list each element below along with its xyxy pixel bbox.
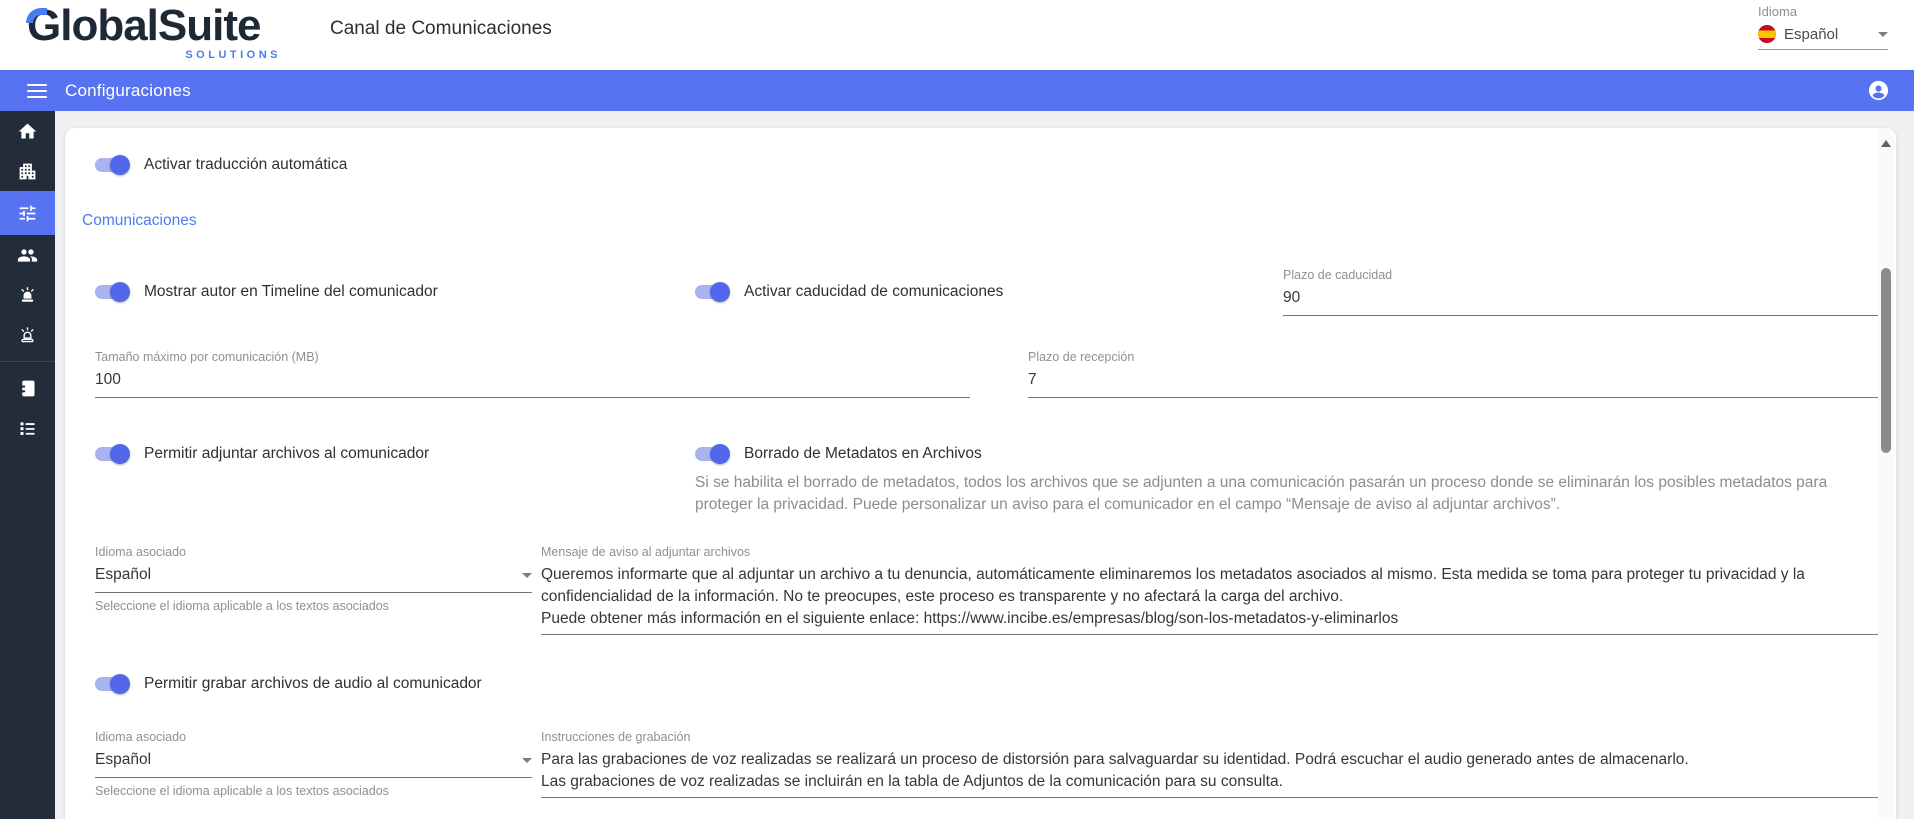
communications-link[interactable]: Comunicaciones — [82, 212, 197, 229]
building-icon — [17, 161, 38, 182]
people-icon — [17, 245, 38, 266]
sidebar — [0, 111, 55, 819]
record-audio-row — [95, 674, 482, 694]
auto-translate-row — [95, 155, 347, 175]
siren-filled-icon — [17, 285, 38, 306]
sidebar-item-organization[interactable] — [0, 151, 55, 191]
sidebar-item-list[interactable] — [0, 408, 55, 448]
recording-instructions-text[interactable]: Para las grabaciones de voz realizadas se realizará un proceso de distorsión para salvaguardar su identidad. Podrá escuchar el audio generado antes de almacenarlo. Las grabaciones de voz realizadas se incluirán en la tabla de Adjuntos de la comunicación para su consulta. — [541, 751, 1689, 790]
sidebar-item-home[interactable] — [0, 111, 55, 151]
record-audio-toggle[interactable] — [95, 674, 131, 694]
scrollbar-thumb[interactable] — [1881, 268, 1891, 453]
expiration-row — [695, 282, 1003, 302]
sidebar-item-alerts[interactable] — [0, 275, 55, 315]
language-asociado-hint-2: Seleccione el idioma aplicable a los textos asociados — [95, 784, 389, 798]
expiration-label: Activar caducidad de comunicaciones — [744, 283, 1004, 300]
account-circle-icon[interactable] — [1867, 79, 1890, 102]
metadata-removal-row — [695, 444, 982, 464]
chevron-down-icon — [522, 573, 532, 578]
tune-settings-icon — [17, 203, 38, 224]
spain-flag-icon — [1758, 25, 1776, 43]
language-asociado-select-2[interactable] — [95, 751, 532, 778]
chevron-down-icon — [522, 758, 532, 763]
globalsuite-logo — [27, 2, 287, 68]
recording-instructions-label: Instrucciones de grabación — [541, 730, 691, 744]
list-icon — [17, 418, 38, 439]
expiration-days-input[interactable]: 90 — [1283, 289, 1886, 316]
sidebar-item-alarms[interactable] — [0, 315, 55, 355]
language-value: Español — [1784, 25, 1839, 43]
expiration-days-label: Plazo de caducidad — [1283, 268, 1393, 282]
language-asociado-select-1[interactable] — [95, 566, 532, 593]
show-author-toggle[interactable] — [95, 282, 131, 302]
attach-warning-block[interactable] — [541, 545, 1886, 635]
sidebar-item-notebook[interactable] — [0, 368, 55, 408]
sidebar-divider — [0, 361, 55, 362]
language-asociado-field-1 — [95, 545, 532, 613]
record-audio-label: Permitir grabar archivos de audio al comunicador — [144, 675, 482, 692]
notebook-icon — [17, 378, 38, 399]
sidebar-item-users[interactable] — [0, 235, 55, 275]
attach-warning-label: Mensaje de aviso al adjuntar archivos — [541, 545, 751, 559]
home-icon — [17, 121, 38, 142]
attach-warning-text[interactable]: Queremos informarte que al adjuntar un archivo a tu denuncia, automáticamente eliminaremos los metadatos asociados al mismo. Esta medida se toma para proteger tu privacidad y la confidencialidad de la información. No te preocupes, este proceso es transparente y no afectará la carga del archivo. Puede obtener más información en el siguiente enlace: https://www.incibe.es/empresas/blog/son-los-metadatos-y-eliminarlos — [541, 566, 1805, 627]
language-asociado-label-2: Idioma asociado — [95, 730, 187, 744]
reception-days-input[interactable]: 7 — [1028, 371, 1886, 398]
logo-wordmark: GlobalSuite — [27, 1, 261, 50]
toolbar-title: Configuraciones — [65, 80, 191, 100]
attach-files-toggle[interactable] — [95, 444, 131, 464]
scroll-up-arrow[interactable] — [1881, 140, 1891, 147]
language-asociado-value-1: Español — [95, 566, 152, 583]
attach-warning-underline — [541, 634, 1886, 635]
language-asociado-value-2: Español — [95, 751, 152, 768]
reception-days-field[interactable] — [1028, 350, 1886, 398]
expiration-toggle[interactable] — [695, 282, 731, 302]
language-asociado-field-2 — [95, 730, 532, 798]
show-author-label: Mostrar autor en Timeline del comunicador — [144, 283, 438, 300]
header — [0, 0, 1914, 70]
attach-files-label: Permitir adjuntar archivos al comunicador — [144, 445, 430, 462]
toolbar — [0, 70, 1914, 111]
chevron-down-icon — [1878, 32, 1888, 37]
max-size-field[interactable] — [95, 350, 970, 398]
settings-card — [65, 128, 1896, 819]
metadata-info-text: Si se habilita el borrado de metadatos, todos los archivos que se adjunten a una comunicación pasarán un proceso donde se eliminarán los posibles metadatos para proteger la privacidad. Puede personalizar un aviso para el comunicador en el campo “Mensaje de aviso al adjuntar archivos”. — [695, 474, 1828, 513]
siren-outline-icon — [17, 325, 38, 346]
scrollbar — [1878, 128, 1894, 819]
language-asociado-label-1: Idioma asociado — [95, 545, 187, 559]
recording-instructions-underline — [541, 797, 1886, 798]
metadata-removal-label: Borrado de Metadatos en Archivos — [744, 445, 982, 462]
auto-translate-toggle[interactable] — [95, 155, 131, 175]
max-size-label: Tamaño máximo por comunicación (MB) — [95, 350, 319, 364]
language-label: Idioma — [1758, 4, 1798, 19]
language-asociado-hint-1: Seleccione el idioma aplicable a los textos asociados — [95, 599, 389, 613]
menu-icon[interactable] — [27, 84, 47, 98]
sidebar-item-configurations[interactable] — [0, 191, 55, 235]
recording-instructions-block[interactable] — [541, 730, 1886, 798]
page-title: Canal de Comunicaciones — [330, 18, 552, 39]
reception-days-label: Plazo de recepción — [1028, 350, 1135, 364]
auto-translate-label: Activar traducción automática — [144, 156, 348, 173]
expiration-days-field[interactable] — [1283, 268, 1886, 316]
language-select[interactable] — [1758, 25, 1888, 50]
attach-files-row — [95, 444, 429, 464]
max-size-input[interactable]: 100 — [95, 371, 970, 398]
logo-subtitle: SOLUTIONS — [185, 49, 281, 61]
metadata-removal-toggle[interactable] — [695, 444, 731, 464]
language-selector — [1758, 4, 1888, 50]
show-author-row — [95, 282, 438, 302]
